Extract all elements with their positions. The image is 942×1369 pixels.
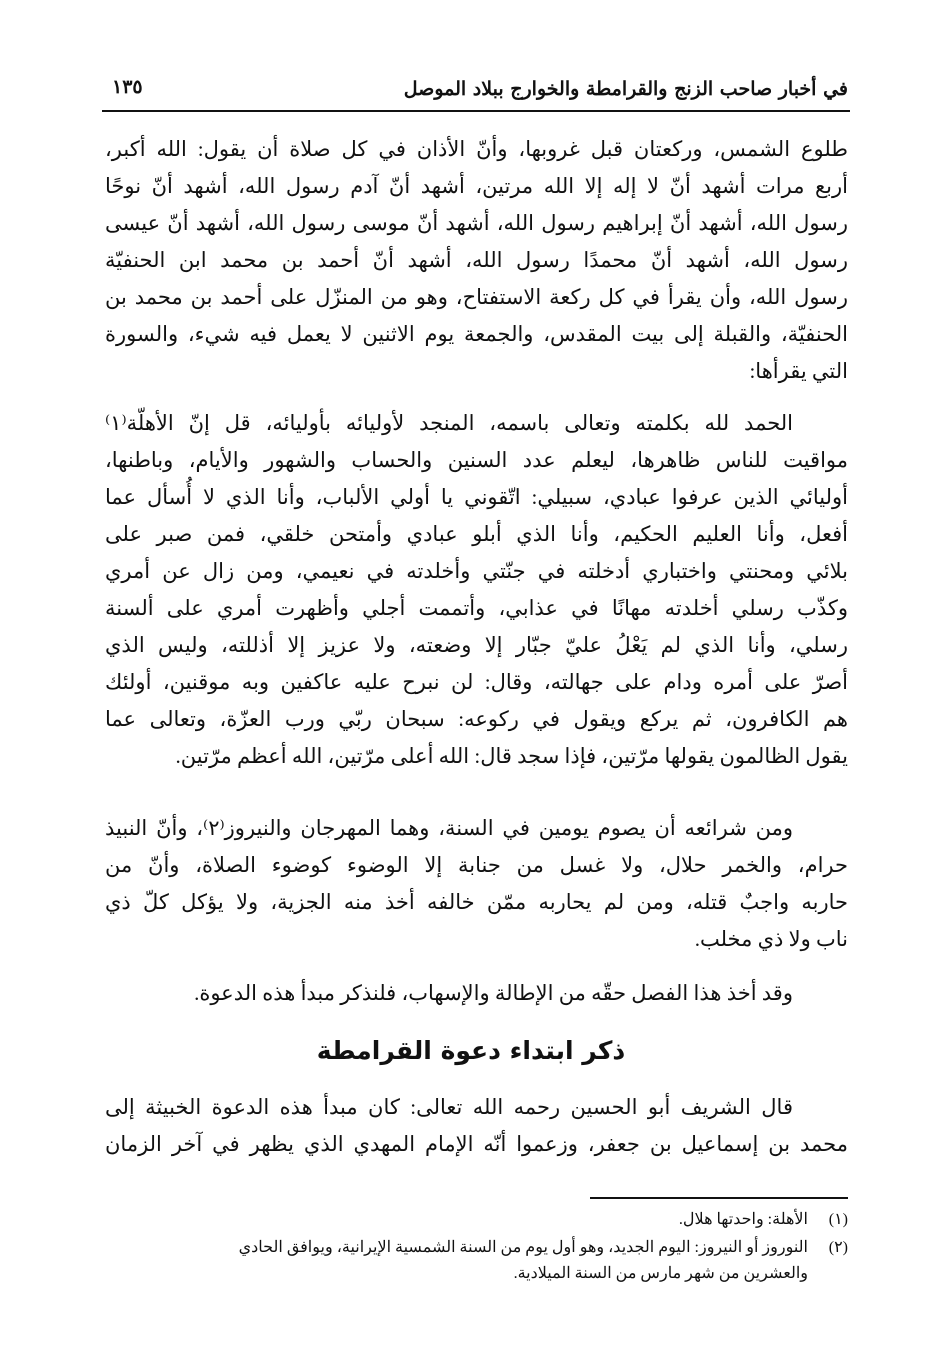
footnote-line (105, 1208, 848, 1232)
page-number: ١٣٥ (112, 76, 143, 98)
text-line: أصرّ على أمره ودام على جهالته، وقال: لن نبرح عليه عاكفين وبه موقنين، أولئك (105, 670, 848, 694)
text-line: الحنفيّة، والقبلة إلى بيت المقدس، والجمعة يوم الاثنين لا يعمل فيه شيء، والسورة (105, 322, 848, 346)
footnote-number: (١) (828, 1211, 848, 1228)
footnote-line (105, 1236, 848, 1260)
text-line: رسول الله، وأن يقرأ في كل ركعة الاستفتاح، وهو من المنزّل على أحمد بن محمد بن (105, 285, 848, 309)
text-line: وقد أخذ هذا الفصل حقّه من الإطالة والإسهاب، فلنذكر مبدأ هذه الدعوة. (194, 981, 793, 1005)
text-line: رسول الله، أشهد أنّ إبراهيم رسول الله، أشهد أنّ موسى رسول الله، أشهد أنّ عيسى (105, 211, 848, 235)
text-line: التي يقرأها: (749, 359, 848, 383)
text-line: أوليائي الذين عرفوا عبادي، سبيلي: اتّقوني يا أولي الألباب، وأنا الذي لا أُسأل عما (105, 485, 848, 509)
text-line: ناب ولا ذي مخلب. (694, 927, 848, 951)
footnote-text: الأهلة: واحدتها هلال. (678, 1211, 808, 1228)
text-line: رسول الله، أشهد أنّ محمدًا رسول الله، أشهد أنّ أحمد بن محمد ابن الحنفيّة (105, 248, 848, 272)
text-line: الحمد لله بكلمته وتعالى باسمه، المنجد لأوليائه بأوليائه، قل إنّ الأهلّة⁽١⁾ (105, 411, 793, 435)
footnote-number: (٢) (828, 1239, 848, 1256)
text-line: يقول الظالمون يقولها مرّتين، فإذا سجد قال: الله أعلى مرّتين، الله أعظم مرّتين. (175, 744, 848, 768)
text-line: مواقيت للناس ظاهرها، ليعلم عدد السنين والحساب والشهور والأيام، وباطنها، (105, 448, 848, 472)
text-line: قال الشريف أبو الحسين رحمه الله تعالى: كان مبدأ هذه الدعوة الخبيثة إلى (105, 1095, 793, 1119)
footnote-text: النوروز أو النيروز: اليوم الجديد، وهو أول يوم من السنة الشمسية الإيرانية، ويوافق الحادي (238, 1239, 808, 1256)
text-line: محمد بن إسماعيل بن جعفر، وزعموا أنّه الإمام المهدي الذي يظهر في آخر الزمان (105, 1132, 848, 1156)
text-line: أفعل، وأنا العليم الحكيم، وأنا الذي أبلو عبادي وأمتحن خلقي، فمن صبر على (105, 522, 848, 546)
running-header-title: في أخبار صاحب الزنج والقرامطة والخوارج ببلاد الموصل (403, 78, 848, 100)
text-line: بلائي ومحنتي واختباري أدخلته في جنّتي وأخلدته في نعيمي، ومن زال عن أمري (105, 559, 848, 583)
text-line: هم الكافرون، ثم يركع ويقول في ركوعه: سبحان ربّي ورب العزّة، وتعالى عما (105, 707, 848, 731)
text-line: أربع مرات أشهد أنّ لا إله إلا الله مرتين، أشهد أنّ آدم رسول الله، أشهد أنّ نوحًا (105, 174, 848, 198)
header-rule (102, 110, 850, 112)
footnote-line (105, 1262, 848, 1286)
footnote-rule (590, 1197, 848, 1199)
text-line: حاربه واجبٌ قتله، ومن لم يحاربه ممّن خالفه أخذ منه الجزية، ولا يؤكل كلّ ذي (105, 890, 848, 914)
text-line: ومن شرائعه أن يصوم يومين في السنة، وهما المهرجان والنيروز⁽٢⁾، وأنّ النبيذ (105, 816, 793, 840)
footnote-text: والعشرين من شهر مارس من السنة الميلادية. (513, 1265, 808, 1282)
text-line: طلوع الشمس، وركعتان قبل غروبها، وأنّ الأذان في كل صلاة أن يقول: الله أكبر، (105, 137, 848, 161)
text-line: حرام، والخمر حلال، ولا غسل من جنابة إلا الوضوء كوضوء الصلاة، وأنّ من (105, 853, 848, 877)
text-line: وكذّب رسلي أخلدته مهانًا في عذابي، وأتممت أجلي وأظهرت أمري على ألسنة (105, 596, 848, 620)
section-heading: ذكر ابتداء دعوة القرامطة (316, 1036, 626, 1065)
text-line: رسلي، وأنا الذي لم يَعْلُ عليّ جبّار إلا وضعته، ولا عزيز إلا أذللته، وليس الذي (105, 633, 848, 657)
